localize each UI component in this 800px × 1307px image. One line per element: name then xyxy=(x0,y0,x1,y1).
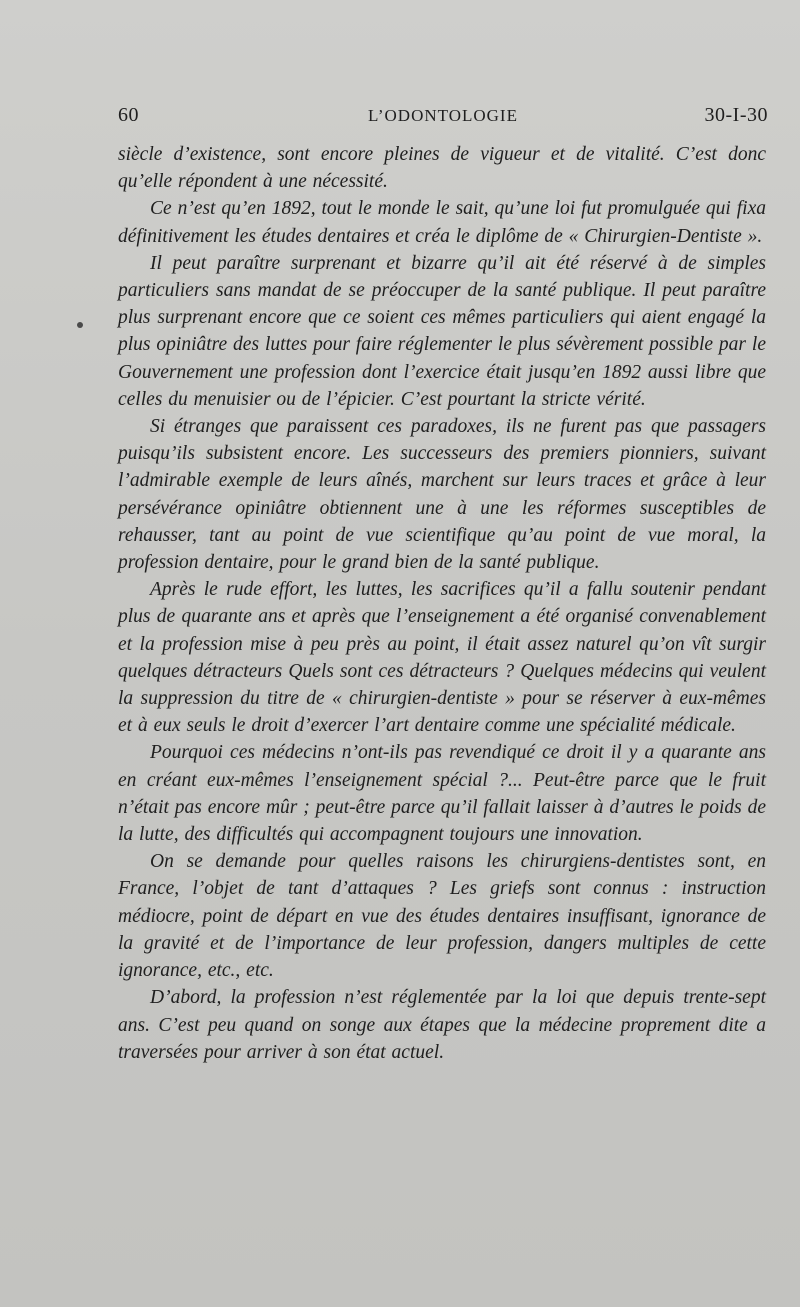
paragraph: Il peut paraître surprenant et bizarre qu’il ait été réservé à de simples particuliers sans mandat de se préoccuper de la santé publique. Il peut paraître plus surprenant encore que ce soient ces mêmes particuliers qui aient engagé la plus opiniâtre des luttes pour faire réglementer le plus sévèrement possible par le Gouvernement une profession dont l’exercice était jusqu’en 1892 aussi libre que celles du menuisier ou de l’épicier. C’est pourtant la stricte vérité. xyxy=(118,252,766,410)
journal-title: L’ODONTOLOGIE xyxy=(368,106,518,125)
margin-dot xyxy=(77,322,83,328)
paragraph: Pourquoi ces médecins n’ont-ils pas revendiqué ce droit il y a quarante ans en créant eux-mêmes l’enseignement spécial ?... Peut-être parce que le fruit n’était pas encore mûr ; peut-être parce qu’il fallait laisser à d’autres le poids de la lutte, des difficultés qui accompagnent toujours une innovation. xyxy=(118,742,766,846)
paragraph: Après le rude effort, les luttes, les sacrifices qu’il a fallu soutenir pendant plus de quarante ans et après que l’enseignement a été organisé convenablement et la profession mise à peu près au point, il était assez naturel qu’on vît surgir quelques détracteurs Quels sont ces détracteurs ? Quelques médecins qui veulent la suppression du titre de « chirurgien-dentiste » pour se réserver à eux-mêmes et à eux seuls le droit d’exercer l’art dentaire comme une spécialité médicale. xyxy=(118,579,766,737)
paragraph: Si étranges que paraissent ces paradoxes, ils ne furent pas que passagers puisqu’ils subsistent encore. Les successeurs des premiers pionniers, suivant l’admirable exemple de leurs aînés, marchent sur leurs traces et grâce à leur persévérance opiniâtre obtiennent une à une les réformes susceptibles de rehausser, tant au point de vue scientifique qu’au point de vue moral, la profession dentaire, pour le grand bien de la santé publique. xyxy=(118,416,766,574)
running-header xyxy=(118,104,768,134)
paragraph: D’abord, la profession n’est réglementée par la loi que depuis trente-sept ans. C’est peu quand on songe aux étapes que la médecine proprement dite a traversées pour arriver à son état actuel. xyxy=(118,987,766,1063)
body-text xyxy=(118,141,766,1066)
issue-date: 30-I-30 xyxy=(704,104,768,126)
paragraph: On se demande pour quelles raisons les chirurgiens-dentistes sont, en France, l’objet de tant d’attaques ? Les griefs sont connus : instruction médiocre, point de départ en vue des études dentaires insuffisant, ignorance de la gravité et de l’importance de leur profession, dangers multiples de cette ignorance, etc., etc. xyxy=(118,851,766,982)
page-number: 60 xyxy=(118,104,139,126)
paragraph: Ce n’est qu’en 1892, tout le monde le sait, qu’une loi fut promulguée qui fixa définitivement les études dentaires et créa le diplôme de « Chirurgien-Dentiste ». xyxy=(118,198,766,247)
paragraph: siècle d’existence, sont encore pleines de vigueur et de vitalité. C’est donc qu’elle répondent à une nécessité. xyxy=(118,144,766,193)
